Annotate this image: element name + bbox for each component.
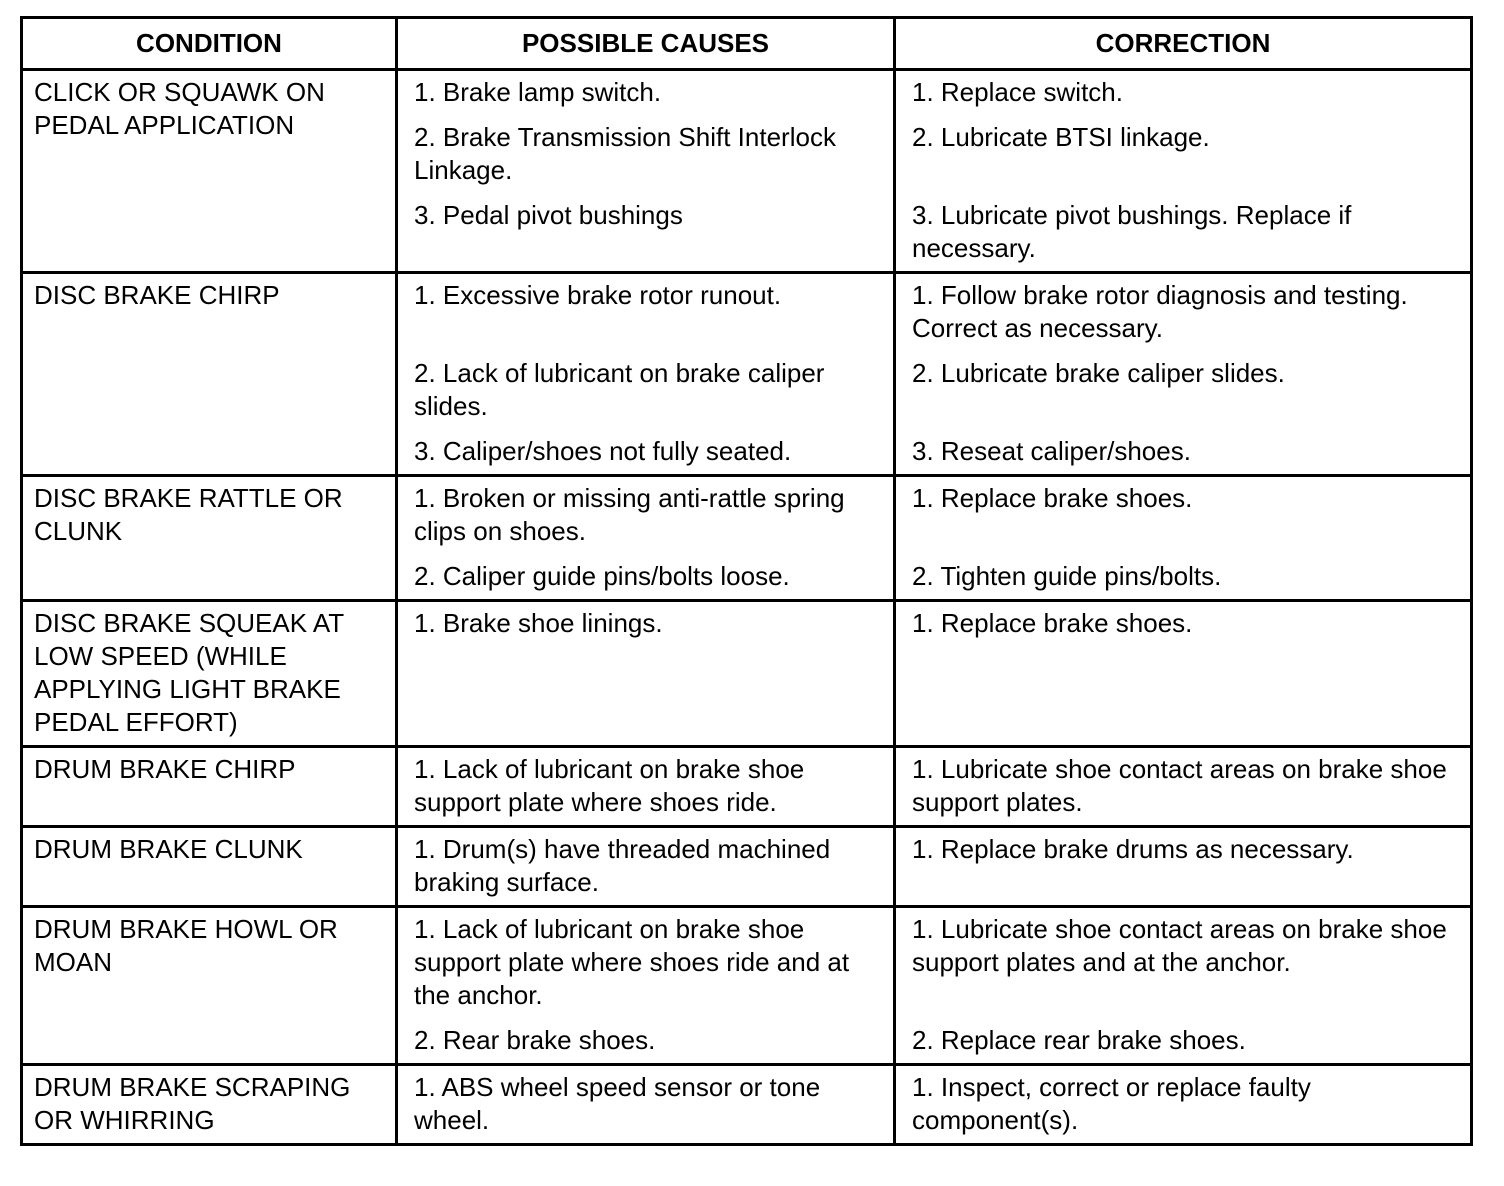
cause-item: 1. Lack of lubricant on brake shoe support plate where shoes ride and at the anchor. <box>414 914 850 1010</box>
correction-item: 2. Replace rear brake shoes. <box>912 1025 1246 1055</box>
header-row <box>22 18 1472 70</box>
condition-cell <box>22 476 397 601</box>
condition-cell <box>22 1065 397 1145</box>
correction-cell <box>895 747 1472 827</box>
causes-cell <box>397 601 895 747</box>
cause-item: 3. Pedal pivot bushings <box>414 200 683 230</box>
causes-cell <box>397 1065 895 1145</box>
cause-item: 2. Lack of lubricant on brake caliper slides. <box>414 358 825 421</box>
cause-item: 1. Brake lamp switch. <box>414 77 662 107</box>
correction-cell <box>895 476 1472 601</box>
causes-cell <box>397 907 895 1065</box>
header-correction: CORRECTION <box>895 18 1472 70</box>
condition-text: DRUM BRAKE CHIRP <box>34 754 296 784</box>
condition-cell <box>22 601 397 747</box>
cause-item: 1. Drum(s) have threaded machined braking surface. <box>414 834 831 897</box>
causes-cell <box>397 70 895 273</box>
table-row <box>22 827 1472 907</box>
condition-text: DISC BRAKE RATTLE OR CLUNK <box>34 483 343 546</box>
causes-cell <box>397 827 895 907</box>
causes-cell <box>397 476 895 601</box>
cause-item: 1. Lack of lubricant on brake shoe support plate where shoes ride. <box>414 754 805 817</box>
condition-text: CLICK OR SQUAWK ON PEDAL APPLICATION <box>34 77 325 140</box>
condition-text: DISC BRAKE CHIRP <box>34 280 280 310</box>
correction-cell <box>895 70 1472 273</box>
header-possible-causes: POSSIBLE CAUSES <box>397 18 895 70</box>
correction-item: 2. Tighten guide pins/bolts. <box>912 561 1222 591</box>
table-row <box>22 747 1472 827</box>
correction-item: 2. Lubricate brake caliper slides. <box>912 358 1285 388</box>
cause-item: 2. Brake Transmission Shift Interlock Linkage. <box>414 122 836 185</box>
correction-item: 1. Replace brake shoes. <box>912 483 1193 513</box>
table-row <box>22 907 1472 1065</box>
table-row <box>22 1065 1472 1145</box>
condition-cell <box>22 907 397 1065</box>
table-row <box>22 70 1472 273</box>
correction-item: 1. Replace switch. <box>912 77 1123 107</box>
correction-item: 1. Follow brake rotor diagnosis and testing. Correct as necessary. <box>912 280 1408 343</box>
correction-item: 1. Replace brake drums as necessary. <box>912 834 1354 864</box>
correction-item: 1. Lubricate shoe contact areas on brake shoe support plates. <box>912 754 1447 817</box>
causes-cell <box>397 273 895 476</box>
condition-cell <box>22 827 397 907</box>
correction-cell <box>895 1065 1472 1145</box>
cause-item: 1. Excessive brake rotor runout. <box>414 280 782 310</box>
condition-text: DISC BRAKE SQUEAK AT LOW SPEED (WHILE APPLYING LIGHT BRAKE PEDAL EFFORT) <box>34 608 344 737</box>
causes-cell <box>397 747 895 827</box>
correction-item: 1. Replace brake shoes. <box>912 608 1193 638</box>
cause-item: 3. Caliper/shoes not fully seated. <box>414 436 792 466</box>
table-row <box>22 273 1472 476</box>
condition-cell <box>22 273 397 476</box>
table-row <box>22 601 1472 747</box>
correction-cell <box>895 273 1472 476</box>
correction-item: 3. Lubricate pivot bushings. Replace if necessary. <box>912 200 1352 263</box>
table-row <box>22 476 1472 601</box>
correction-cell <box>895 601 1472 747</box>
condition-text: DRUM BRAKE HOWL OR MOAN <box>34 914 338 977</box>
diagnosis-table <box>20 16 1473 1146</box>
cause-item: 2. Caliper guide pins/bolts loose. <box>414 561 790 591</box>
correction-item: 1. Lubricate shoe contact areas on brake shoe support plates and at the anchor. <box>912 914 1447 977</box>
correction-cell <box>895 907 1472 1065</box>
table-body <box>22 70 1472 1145</box>
header-condition: CONDITION <box>22 18 397 70</box>
correction-item: 2. Lubricate BTSI linkage. <box>912 122 1210 152</box>
cause-item: 1. Broken or missing anti-rattle spring clips on shoes. <box>414 483 845 546</box>
correction-item: 1. Inspect, correct or replace faulty component(s). <box>912 1072 1311 1135</box>
table-header <box>22 18 1472 70</box>
correction-cell <box>895 827 1472 907</box>
condition-cell <box>22 70 397 273</box>
cause-item: 1. ABS wheel speed sensor or tone wheel. <box>414 1072 821 1135</box>
condition-text: DRUM BRAKE CLUNK <box>34 834 303 864</box>
cause-item: 2. Rear brake shoes. <box>414 1025 656 1055</box>
condition-text: DRUM BRAKE SCRAPING OR WHIRRING <box>34 1072 351 1135</box>
correction-item: 3. Reseat caliper/shoes. <box>912 436 1191 466</box>
cause-item: 1. Brake shoe linings. <box>414 608 663 638</box>
condition-cell <box>22 747 397 827</box>
